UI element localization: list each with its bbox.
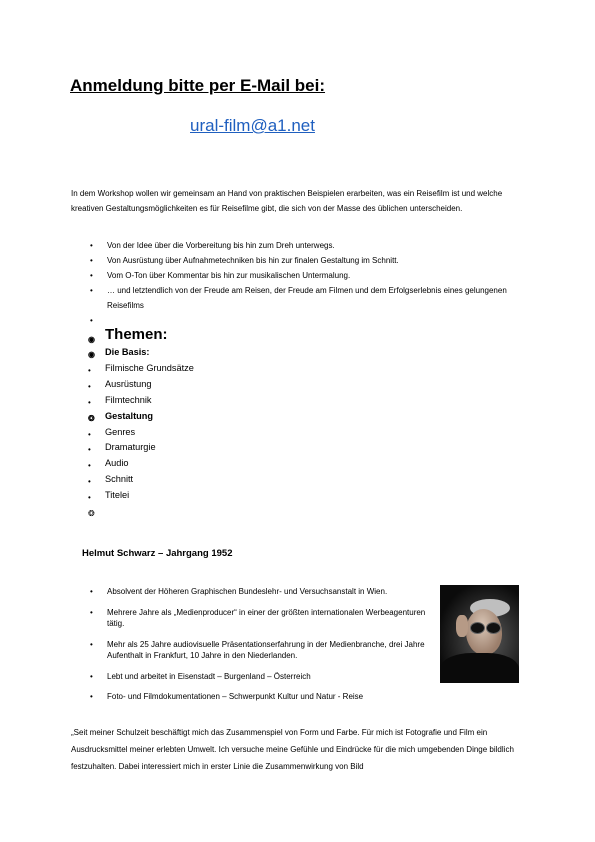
list-item: ❂ Gestaltung [88,409,388,425]
star-bullet-icon: ❂ [88,509,95,519]
list-item: • Dramaturgie [88,440,388,456]
bullet-icon: • [90,256,93,265]
bullet-icon: • [90,271,93,280]
list-item: • Vom O-Ton über Kommentar bis hin zur musikalischen Untermalung. [90,268,530,283]
ring-bullet-icon: ◉ [88,335,95,344]
bullet-icon: • [90,286,93,295]
bullet-icon: • [90,639,93,649]
star-bullet-icon: ❂ [88,413,95,423]
list-item: • Lebt und arbeitet in Eisenstadt – Burgenland – Österreich [90,671,311,681]
list-item: • Filmische Grundsätze [88,361,388,377]
ring-bullet-icon: ◉ [88,350,95,359]
registration-heading: Anmeldung bitte per E-Mail bei: [70,76,326,95]
intro-list [90,238,530,328]
list-item: • Von der Idee über die Vorbereitung bis hin zum Dreh unterwegs. [90,238,530,253]
bullet-icon: • [88,381,91,391]
list-item: • Ausrüstung [88,377,388,393]
bullet-icon: • [90,316,93,325]
list-item: ◉ Die Basis: [88,345,388,361]
bullet-icon: • [90,692,93,701]
list-item: • Von Ausrüstung über Aufnahmetechniken bis hin zur finalen Gestaltung im Schnitt. [90,253,530,268]
themes-list [88,324,388,520]
bullet-icon: • [88,493,91,503]
list-item: • Schnitt [88,472,388,488]
list-item: • Mehr als 25 Jahre audiovisuelle Präsentationserfahrung in der Medienbranche, drei Jahre Aufenthalt in Frankfurt, 10 Jahre in den Niederlanden. [90,639,425,660]
email-link[interactable]: ural-film@a1.net [190,116,315,135]
list-item: • Mehrere Jahre als „Medienproducer“ in einer der größten internationalen Werbeagenturen tätig. [90,607,426,628]
list-item: • Foto- und Filmdokumentationen – Schwerpunkt Kultur und Natur - Reise [90,692,364,701]
bullet-icon: • [88,365,91,375]
intro-paragraph: In dem Workshop wollen wir gemeinsam an Hand von praktischen Beispielen erarbeiten, was ein Reisefilm ist und welche kreativen Gestaltungsmöglichkeiten es für Reisefilme gibt, die sich von der Masse des üblichen unterscheiden. [71,189,503,213]
bullet-icon: • [88,445,91,455]
list-item [88,504,388,520]
author-bio-list [90,586,430,712]
bullet-icon: • [90,241,93,250]
bullet-icon: • [90,671,93,681]
bullet-icon: • [90,587,93,596]
bullet-icon: • [88,461,91,471]
bullet-icon: • [88,477,91,487]
bullet-icon: • [90,607,93,617]
bullet-icon: • [88,429,91,439]
list-item: • Audio [88,456,388,472]
author-title: Helmut Schwarz – Jahrgang 1952 [82,548,233,559]
list-item: • Titelei [88,488,388,504]
list-item: • Filmtechnik [88,393,388,409]
author-photo [440,585,519,683]
list-item: • … und letztendlich von der Freude am Reisen, der Freude am Filmen und dem Erfolgserlebnis eines gelungenen Reisefilms [90,283,530,313]
author-quote: „Seit meiner Schulzeit beschäftigt mich das Zusammenspiel von Form und Farbe. Für mich ist Fotografie und Film ein Ausdrucksmittel meiner erlebten Umwelt. Ich versuche meine Gefühle und Eindrücke für die mich umgebenden Dinge bildlich festzuhalten. Dabei interessiert mich in erster Linie die Zusammenwirkung von Bild [71,728,514,771]
bullet-icon: • [88,397,91,407]
themes-heading: ◉ Themen: [88,324,388,345]
list-item: • Genres [88,425,388,441]
list-item: • Absolvent der Höheren Graphischen Bundeslehr- und Versuchsanstalt in Wien. [90,587,388,596]
